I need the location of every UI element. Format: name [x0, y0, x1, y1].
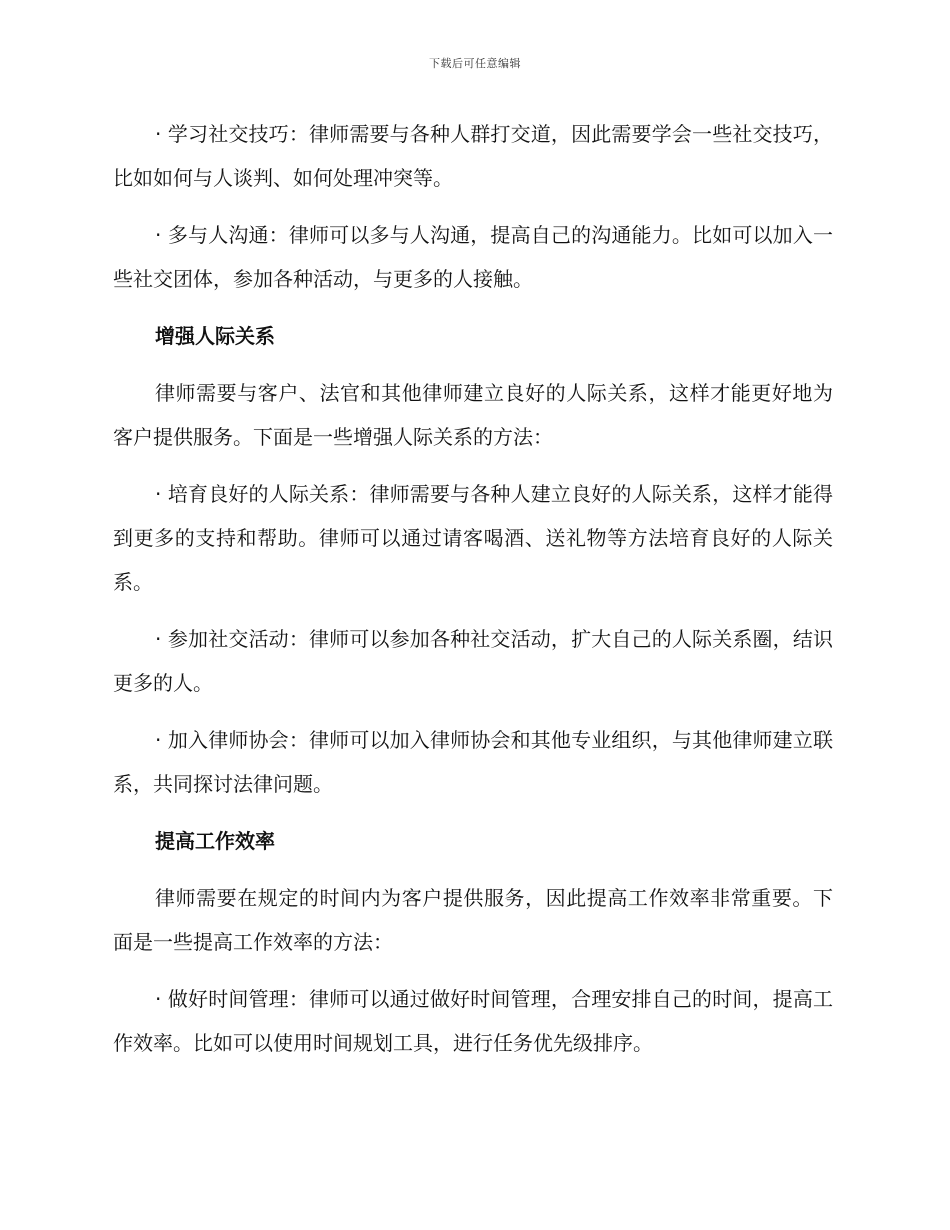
paragraph-efficiency-intro: 律师需要在规定的时间内为客户提供服务，因此提高工作效率非常重要。下面是一些提高工作效率的方法：: [113, 886, 833, 954]
section-heading-relationships: 增强人际关系: [155, 324, 275, 348]
document-body: [113, 112, 833, 1078]
paragraph-relationships-intro: 律师需要与客户、法官和其他律师建立良好的人际关系，这样才能更好地为客户提供服务。下面是一些增强人际关系的方法：: [113, 381, 833, 449]
bullet-join-bar-association: · 加入律师协会：律师可以加入律师协会和其他专业组织，与其他律师建立联系，共同探讨法律问题。: [113, 728, 833, 796]
header-note: 下载后可任意编辑: [429, 57, 521, 70]
bullet-time-management: · 做好时间管理：律师可以通过做好时间管理，合理安排自己的时间，提高工作效率。比如可以使用时间规划工具，进行任务优先级排序。: [113, 987, 833, 1055]
bullet-social-activities: · 参加社交活动：律师可以参加各种社交活动，扩大自己的人际关系圈，结识更多的人。: [113, 627, 833, 695]
section-heading-efficiency: 提高工作效率: [155, 829, 275, 853]
bullet-social-skills: · 学习社交技巧：律师需要与各种人群打交道，因此需要学会一些社交技巧，比如如何与人谈判、如何处理冲突等。: [113, 122, 833, 190]
bullet-communicate-more: · 多与人沟通：律师可以多与人沟通，提高自己的沟通能力。比如可以加入一些社交团体，参加各种活动，与更多的人接触。: [113, 223, 833, 291]
bullet-cultivate-relationships: · 培育良好的人际关系：律师需要与各种人建立良好的人际关系，这样才能得到更多的支持和帮助。律师可以通过请客喝酒、送礼物等方法培育良好的人际关系。: [113, 482, 833, 594]
